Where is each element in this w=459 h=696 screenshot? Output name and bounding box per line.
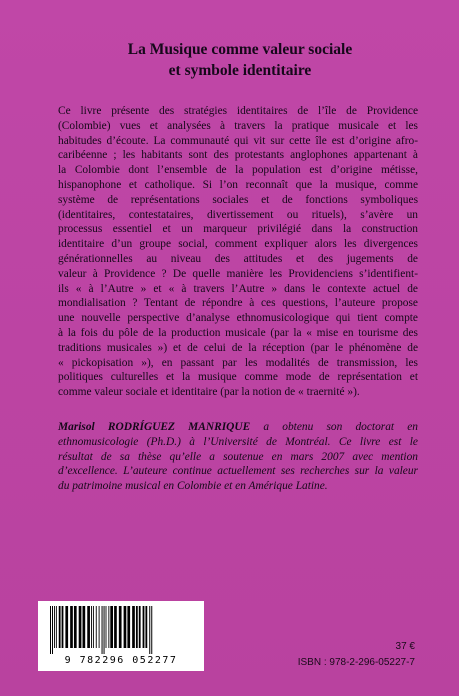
barcode-bar [50, 606, 51, 654]
author-bio-line [58, 420, 418, 435]
barcode-bar [136, 606, 138, 648]
barcode-bar [62, 606, 64, 648]
summary-line: une nouvelle perspective d’analyse ethnomusicologique qui tient compte [58, 312, 418, 325]
barcode-bar [143, 606, 145, 648]
barcode-bar [74, 606, 77, 648]
barcode-bar [132, 606, 135, 648]
summary-line: politiques culturelles et la musique comme mode de représentation et [58, 371, 418, 384]
summary-line: caribéenne ; les habitants sont des protestants anglophones appartenant à [58, 149, 418, 162]
barcode-bar [79, 606, 82, 648]
barcode-bar [70, 606, 73, 648]
summary-line: traditions musicales ») et de celui de la réception (par le phénomène de [58, 341, 418, 354]
summary-line: (Colombie) vues et analysées à travers la pratique musicale et les [58, 119, 418, 132]
barcode-digits: 9 782296 052277 [64, 655, 178, 666]
summary-line: système de représentations sociales et de fonctions symboliques [58, 193, 418, 206]
barcode-bar [114, 606, 117, 648]
barcode-bar [108, 606, 109, 648]
summary-line: mondialisation ? Tentant de répondre à ces questions, l’auteure propose [58, 297, 418, 310]
isbn: ISBN : 978-2-296-05227-7 [297, 657, 415, 668]
book-title-line-2: et symbole identitaire [168, 62, 312, 79]
barcode-bar [54, 606, 55, 648]
author-name: Marisol RODRÍGUEZ MANRIQUE [58, 421, 251, 433]
summary-line: à la fois du pôle de la production musicale (par la « mise en tourisme des [58, 326, 418, 339]
barcode-bar [56, 606, 57, 648]
barcode-bar [99, 606, 100, 648]
barcode-bar [127, 606, 130, 648]
author-bio-line: d’excellence. L’auteure continue actuellement ses recherches sur la valeur [58, 465, 418, 478]
barcode-bar [91, 606, 92, 648]
summary-line: comme valeur sociale et identitaire (par la notion de « traernité »). [58, 386, 360, 399]
barcode-bar [151, 606, 152, 654]
summary-line: Ce livre présente des stratégies identitaires de l’île de Providence [58, 105, 418, 117]
barcode-bar [104, 606, 105, 654]
summary-line: la Colombie dont l’ensemble de la population est d’origine métisse, [58, 164, 418, 177]
barcode-bar [106, 606, 107, 648]
barcode-bar [110, 606, 113, 648]
summary-line: habitudes d’écoute. La communauté qui vit sur cette île est d’origine afro- [58, 134, 418, 147]
summary-line: (identitaires, contestataires, divertissement ou rituels), s’avère un [58, 208, 418, 221]
barcode-bar [96, 606, 97, 648]
barcode-bar [52, 606, 53, 654]
barcode-bar [124, 606, 127, 648]
summary-line: générationnelles au niveau des attitudes et des jugements de [58, 252, 418, 265]
summary-line: « pickopisation »), en passant par les modalités de transmission, les [58, 356, 418, 369]
summary-line: processus essentiel et un marqueur privilégié dans la construction [58, 223, 418, 236]
author-bio-line: du patrimoine musical en Colombie et en Amérique Latine. [58, 480, 328, 493]
barcode-bar [145, 606, 147, 648]
author-bio-line: résultat de sa thèse qu’elle a soutenue en mars 2007 avec mention [58, 450, 418, 463]
price: 37 € [395, 641, 415, 652]
barcode-bar [139, 606, 141, 648]
barcode-bar [87, 606, 90, 648]
barcode-bar [149, 606, 150, 654]
summary-line: valeur à Providence ? De quelle manière les Providenciens s’identifient- [58, 267, 418, 280]
barcode-bar [119, 606, 122, 648]
summary-line: ils « à l’Autre » et « à travers l’Autre » dans le contexte actuel de [58, 282, 418, 295]
author-bio-line: ethnomusicologie (Ph.D.) à l’Université de Montréal. Ce livre est le [58, 435, 418, 448]
barcode-bar [102, 606, 103, 654]
summary-line: identitaire d’un groupe social, comment expliquer alors les divergences [58, 238, 418, 251]
summary-line: hispanophone et catholique. Si l’on reconnaît que la musique, comme [58, 178, 418, 191]
author-bio [58, 420, 418, 494]
barcode-bar [59, 606, 61, 648]
author-bio-line1-rest: a obtenu son doctorat en [250, 421, 418, 433]
barcode-bar [65, 606, 68, 648]
barcode [38, 601, 204, 671]
barcode-bar [83, 606, 86, 648]
book-title-line-1: La Musique comme valeur sociale [127, 41, 353, 58]
barcode-bars [48, 606, 194, 654]
barcode-bar [93, 606, 94, 648]
summary-paragraph [58, 104, 418, 400]
